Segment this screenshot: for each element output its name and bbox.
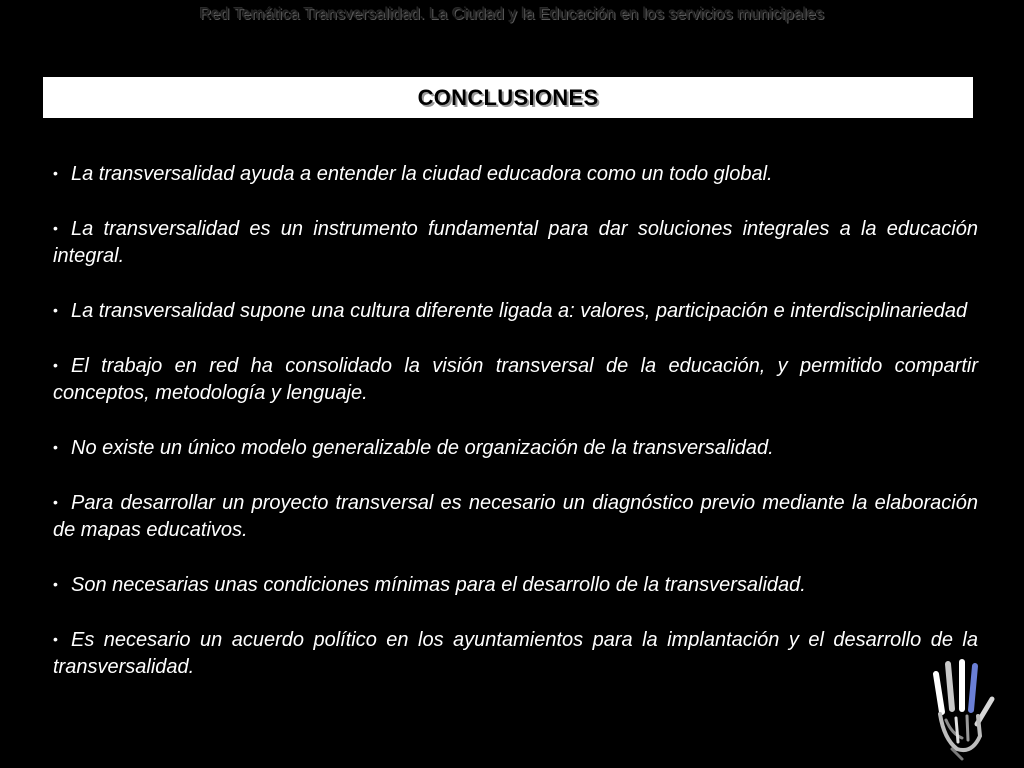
bullet-icon: • bbox=[53, 357, 58, 373]
hand-logo-icon bbox=[922, 654, 1002, 764]
bullet-icon: • bbox=[53, 220, 58, 236]
list-item-text: El trabajo en red ha consolidado la visión transversal de la educación, y permitido compartir conceptos, metodología y lenguaje. bbox=[53, 355, 978, 404]
list-item bbox=[53, 489, 978, 544]
list-item-text: Son necesarias unas condiciones mínimas para el desarrollo de la transversalidad. bbox=[71, 574, 806, 596]
slide-title: CONCLUSIONES bbox=[417, 84, 599, 110]
list-item bbox=[53, 160, 978, 188]
bullet-icon: • bbox=[53, 576, 58, 592]
list-item bbox=[53, 297, 978, 325]
bullet-icon: • bbox=[53, 302, 58, 318]
bullet-icon: • bbox=[53, 631, 58, 647]
list-item-text: La transversalidad es un instrumento fundamental para dar soluciones integrales a la educación integral. bbox=[53, 218, 978, 267]
list-item bbox=[53, 434, 978, 462]
list-item-text: No existe un único modelo generalizable de organización de la transversalidad. bbox=[71, 437, 774, 459]
list-item-text: La transversalidad supone una cultura diferente ligada a: valores, participación e interdisciplinariedad bbox=[71, 300, 968, 322]
list-item bbox=[53, 215, 978, 270]
bullet-icon: • bbox=[53, 165, 58, 181]
bullet-icon: • bbox=[53, 439, 58, 455]
title-banner bbox=[43, 77, 973, 118]
presentation-header: Red Temática Transversalidad. La Ciudad y la Educación en los servicios municipales bbox=[199, 6, 825, 23]
list-item bbox=[53, 571, 978, 599]
list-item bbox=[53, 626, 978, 681]
bullet-icon: • bbox=[53, 494, 58, 510]
list-item bbox=[53, 352, 978, 407]
list-item-text: Es necesario un acuerdo político en los ayuntamientos para la implantación y el desarrollo de la transversalidad. bbox=[53, 629, 978, 678]
conclusions-list bbox=[53, 160, 978, 708]
list-item-text: La transversalidad ayuda a entender la ciudad educadora como un todo global. bbox=[71, 163, 773, 185]
list-item-text: Para desarrollar un proyecto transversal es necesario un diagnóstico previo mediante la elaboración de mapas educativos. bbox=[53, 492, 978, 541]
